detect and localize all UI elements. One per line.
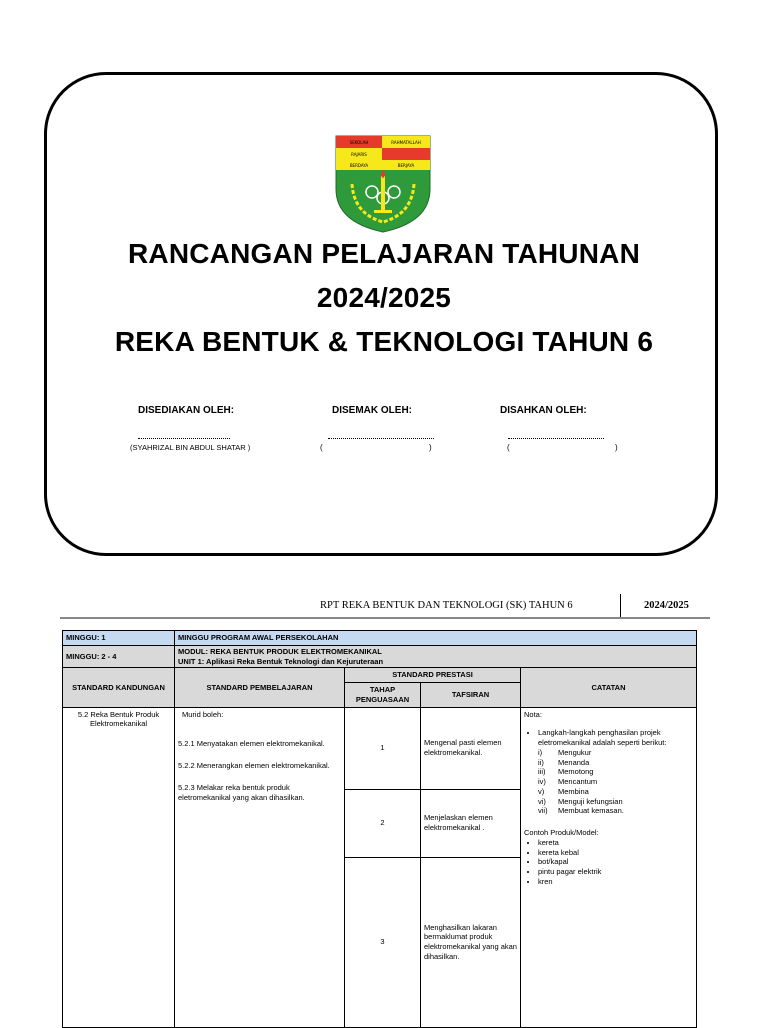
list-item: • bot/kapal: [538, 857, 693, 867]
table-row: [63, 707, 697, 789]
approved-by-label: DISAHKAN OLEH:: [500, 405, 587, 416]
page-header-year: 2024/2025: [644, 600, 689, 611]
approved-signature-line: [508, 438, 604, 439]
crest-banner-text: RAJARIS: [351, 152, 367, 157]
content-standard-cell: 5.2 Reka Bentuk Produk Elektromekanikal: [63, 707, 175, 1027]
crest-banner-text: RAHMATALLAH: [391, 140, 421, 145]
mastery-level: 1: [345, 707, 421, 789]
list-item: v) Membina: [538, 786, 589, 796]
list-item: vi) Menguji kefungsian: [538, 796, 623, 806]
learning-intro: Murid boleh:: [182, 709, 224, 719]
week-1-program: MINGGU PROGRAM AWAL PERSEKOLAHAN: [175, 631, 697, 646]
notes-cell: [521, 707, 697, 1027]
list-item: ii) Menanda: [538, 757, 590, 767]
crest-banner-text: SEKOLAH: [349, 140, 369, 145]
list-item: vii) Membuat kemasan.: [538, 806, 624, 816]
checked-close-paren: ): [429, 443, 432, 452]
level-description: Menghasilkan lakaran bermaklumat produk elektromekanikal yang akan dihasilkan.: [421, 857, 521, 1027]
week-2-4-module: [175, 645, 697, 668]
checked-by-label: DISEMAK OLEH:: [332, 405, 412, 416]
list-item: iv) Mencantum: [538, 777, 598, 786]
products-title: Contoh Produk/Model:: [524, 828, 599, 837]
crest-banner-text: BERDAYA: [349, 163, 369, 168]
list-item: • kren: [538, 877, 693, 887]
header-tafsiran: TAFSIRAN: [421, 683, 521, 708]
table-row-week-2-4: [63, 645, 697, 668]
page-header-rule: [60, 617, 710, 619]
page-header-title: RPT REKA BENTUK DAN TEKNOLOGI (SK) TAHUN 6: [320, 600, 573, 611]
products-list: [524, 838, 693, 887]
mastery-level: 2: [345, 789, 421, 857]
level-description: Menjelaskan elemen elektromekanikal .: [421, 789, 521, 857]
crest-banner-text: BERJAYA: [397, 163, 415, 168]
learning-item: 5.2.1 Menyatakan elemen elektromekanikal.: [178, 739, 325, 749]
list-item: • kereta kebal: [538, 848, 693, 858]
prepared-by-label: DISEDIAKAN OLEH:: [138, 405, 235, 416]
rpt-table: [62, 630, 697, 1028]
page-header-divider: [620, 594, 621, 618]
unit-title: UNIT 1: Aplikasi Reka Bentuk Teknologi dan Kejuruteraan: [178, 656, 384, 666]
notes-bullet: • Langkah-langkah penghasilan projek eletromekanikal adalah seperti berikut:: [538, 728, 693, 748]
checked-signature-line: [328, 438, 434, 439]
learning-standard-cell: [175, 707, 345, 1027]
prepared-signature-line: [138, 438, 230, 439]
header-catatan: CATATAN: [521, 668, 697, 707]
approved-close-paren: ): [615, 443, 618, 452]
document-title-line-1: RANCANGAN PELAJARAN TAHUNAN: [128, 238, 640, 269]
document-title-year: 2024/2025: [316, 282, 452, 313]
module-title: MODUL: REKA BENTUK PRODUK ELEKTROMEKANIKAL: [178, 646, 382, 656]
document-title-subject: REKA BENTUK & TEKNOLOGI TAHUN 6: [114, 326, 654, 357]
mastery-level: 3: [345, 857, 421, 1027]
approved-open-paren: (: [507, 443, 510, 452]
list-item: • kereta: [538, 838, 693, 848]
header-tahap-penguasaan: TAHAP PENGUASAAN: [345, 683, 421, 708]
prepared-by-name: (SYAHRIZAL BIN ABDUL SHATAR ): [130, 443, 251, 452]
header-standard-prestasi: STANDARD PRESTASI: [345, 668, 521, 683]
learning-item: 5.2.3 Melakar reka bentuk produk eletromekanikal yang akan dihasilkan.: [178, 782, 305, 802]
header-standard-pembelajaran: STANDARD PEMBELAJARAN: [175, 668, 345, 707]
list-item: • pintu pagar elektrik: [538, 867, 693, 877]
school-crest-logo: [334, 134, 432, 234]
list-item: i) Mengukur: [538, 747, 592, 757]
table-row-week-1: [63, 631, 697, 646]
notes-title: Nota:: [524, 709, 542, 719]
level-description: Mengenal pasti elemen elektromekanikal.: [421, 707, 521, 789]
week-2-4-label: MINGGU: 2 - 4: [63, 645, 175, 668]
list-item: iii) Memotong: [538, 767, 594, 777]
checked-open-paren: (: [320, 443, 323, 452]
week-1-label: MINGGU: 1: [63, 631, 175, 646]
steps-list: [524, 748, 693, 816]
header-standard-kandungan: STANDARD KANDUNGAN: [63, 668, 175, 707]
notes-list: [524, 728, 693, 748]
table-header-row: [63, 668, 697, 683]
learning-item: 5.2.2 Menerangkan elemen elektromekanikal.: [178, 761, 330, 770]
